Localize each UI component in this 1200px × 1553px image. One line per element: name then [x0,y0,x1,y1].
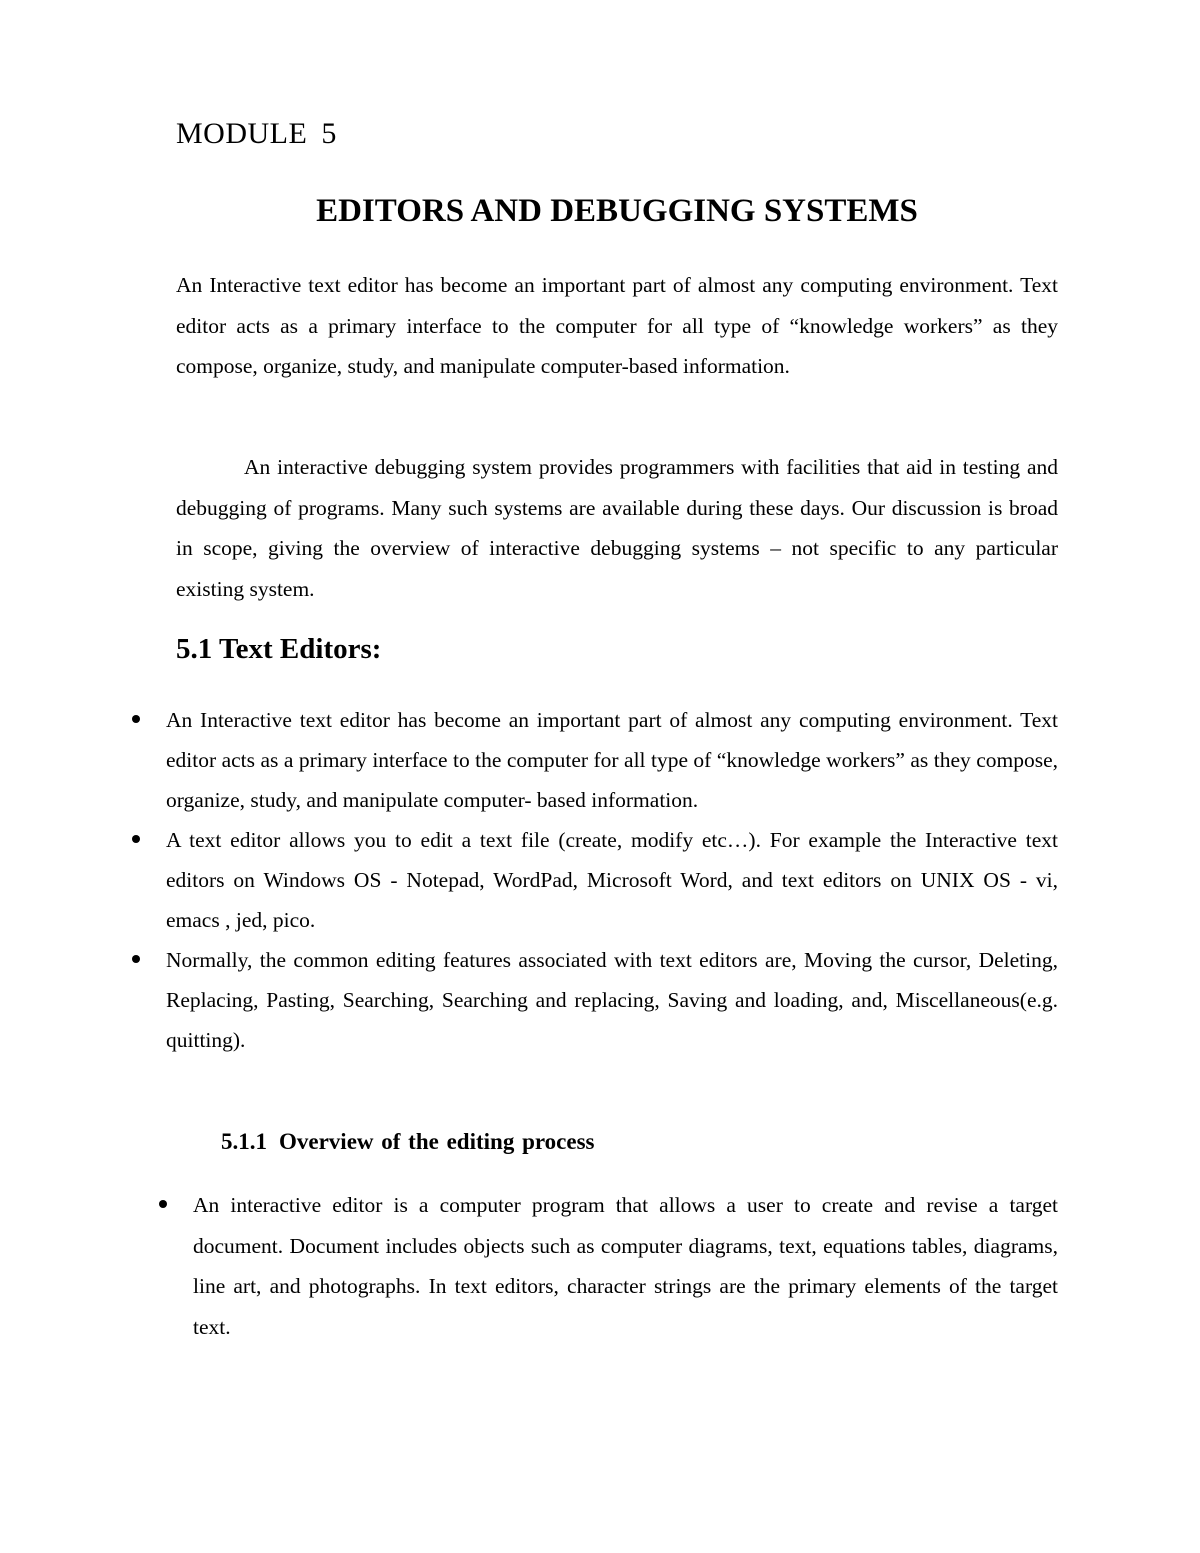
bullet-list-text-editors [166,700,1058,1060]
bullet-icon [159,1200,167,1208]
bullet-list-editing-process [193,1185,1058,1348]
section-heading-5-1: 5.1 Text Editors: [176,633,382,665]
list-item [166,940,1058,1060]
section-number: 5.1.1 [221,1129,267,1154]
intro-paragraph-2: An interactive debugging system provides programmers with facilities that aid in testing and debugging of programs. Many such systems are available during these days. Our discussion is broad in scope, giving the overview of interactive debugging systems – not specific to any particular existing system. [176,455,1058,601]
main-title: EDITORS AND DEBUGGING SYSTEMS [316,193,918,229]
list-item-text: Normally, the common editing features associated with text editors are, Moving the cursor, Deleting, Replacing, Pasting, Searching, Searching and replacing, Saving and loading, and, Miscellaneous(e.g. quitting). [166,948,1058,1052]
list-item [193,1185,1058,1348]
module-title: MODULE 5 [176,117,337,150]
bullet-icon [132,955,140,963]
list-item-text: An Interactive text editor has become an important part of almost any computing environment. Text editor acts as a primary interface to the computer for all type of “knowledge workers” as they compose, organize, study, and manipulate computer- based information. [166,708,1058,812]
list-item-text: An interactive editor is a computer program that allows a user to create and revise a target document. Document includes objects such as computer diagrams, text, equations tables, diagrams, line art, and photographs. In text editors, character strings are the primary elements of the target text. [193,1193,1058,1340]
section-heading-5-1-1 [221,1129,594,1155]
section-title: Overview of the editing process [279,1129,595,1154]
intro-paragraph-1: An Interactive text editor has become an important part of almost any computing environment. Text editor acts as a primary interface to the computer for all type of “knowledge workers” as they compose, organize, study, and manipulate computer-based information. [176,273,1058,379]
list-item-text: A text editor allows you to edit a text file (create, modify etc…). For example the Interactive text editors on Windows OS - Notepad, WordPad, Microsoft Word, and text editors on UNIX OS - vi, emacs , jed, pico. [166,828,1058,932]
list-item [166,820,1058,940]
list-item [166,700,1058,820]
bullet-icon [132,715,140,723]
bullet-icon [132,835,140,843]
